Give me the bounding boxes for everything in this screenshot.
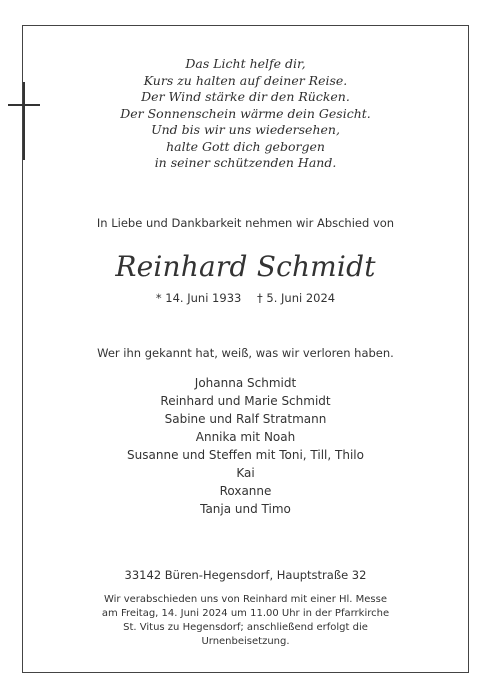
service-line: Wir verabschieden uns von Reinhard mit einer Hl. Messe	[103, 594, 388, 605]
mourners-list	[0, 374, 491, 518]
poem-line: in seiner schützenden Hand.	[154, 155, 337, 170]
mourner: Tanja und Timo	[200, 502, 291, 516]
poem-line: Kurs zu halten auf deiner Reise.	[143, 72, 348, 88]
service-line: am Freitag, 14. Juni 2024 um 11.00 Uhr in der Pfarrkirche	[101, 608, 390, 619]
mourner: Roxanne	[219, 484, 272, 498]
memorial-quote: Wer ihn gekannt hat, weiß, was wir verloren haben.	[97, 346, 394, 360]
life-dates	[0, 291, 491, 305]
poem-line: Und bis wir uns wiedersehen,	[151, 122, 340, 137]
poem	[0, 56, 491, 172]
mourner: Johanna Schmidt	[194, 376, 297, 390]
mourner: Sabine und Ralf Stratmann	[164, 412, 327, 426]
mourner: Kai	[236, 466, 255, 480]
poem-line: Der Sonnenschein wärme dein Gesicht.	[120, 105, 371, 121]
poem-line: Der Wind stärke dir den Rücken.	[141, 89, 350, 104]
address: 33142 Büren-Hegensdorf, Hauptstraße 32	[124, 568, 367, 582]
service-line: Urnenbeisetzung.	[201, 636, 290, 647]
mourner: Annika mit Noah	[195, 430, 296, 444]
mourner: Reinhard und Marie Schmidt	[160, 394, 331, 408]
service-line: St. Vitus zu Hegensdorf; anschließend erfolgt die	[123, 622, 368, 633]
death-date: † 5. Juni 2024	[256, 291, 336, 305]
intro-text: In Liebe und Dankbarkeit nehmen wir Abschied von	[96, 216, 395, 230]
poem-line: Das Licht helfe dir,	[185, 56, 306, 71]
birth-date: * 14. Juni 1933	[155, 291, 242, 305]
poem-line: halte Gott dich geborgen	[166, 138, 325, 154]
service-info	[0, 593, 491, 649]
deceased-name: Reinhard Schmidt	[115, 250, 376, 283]
mourner: Susanne und Steffen mit Toni, Till, Thilo	[127, 448, 364, 462]
